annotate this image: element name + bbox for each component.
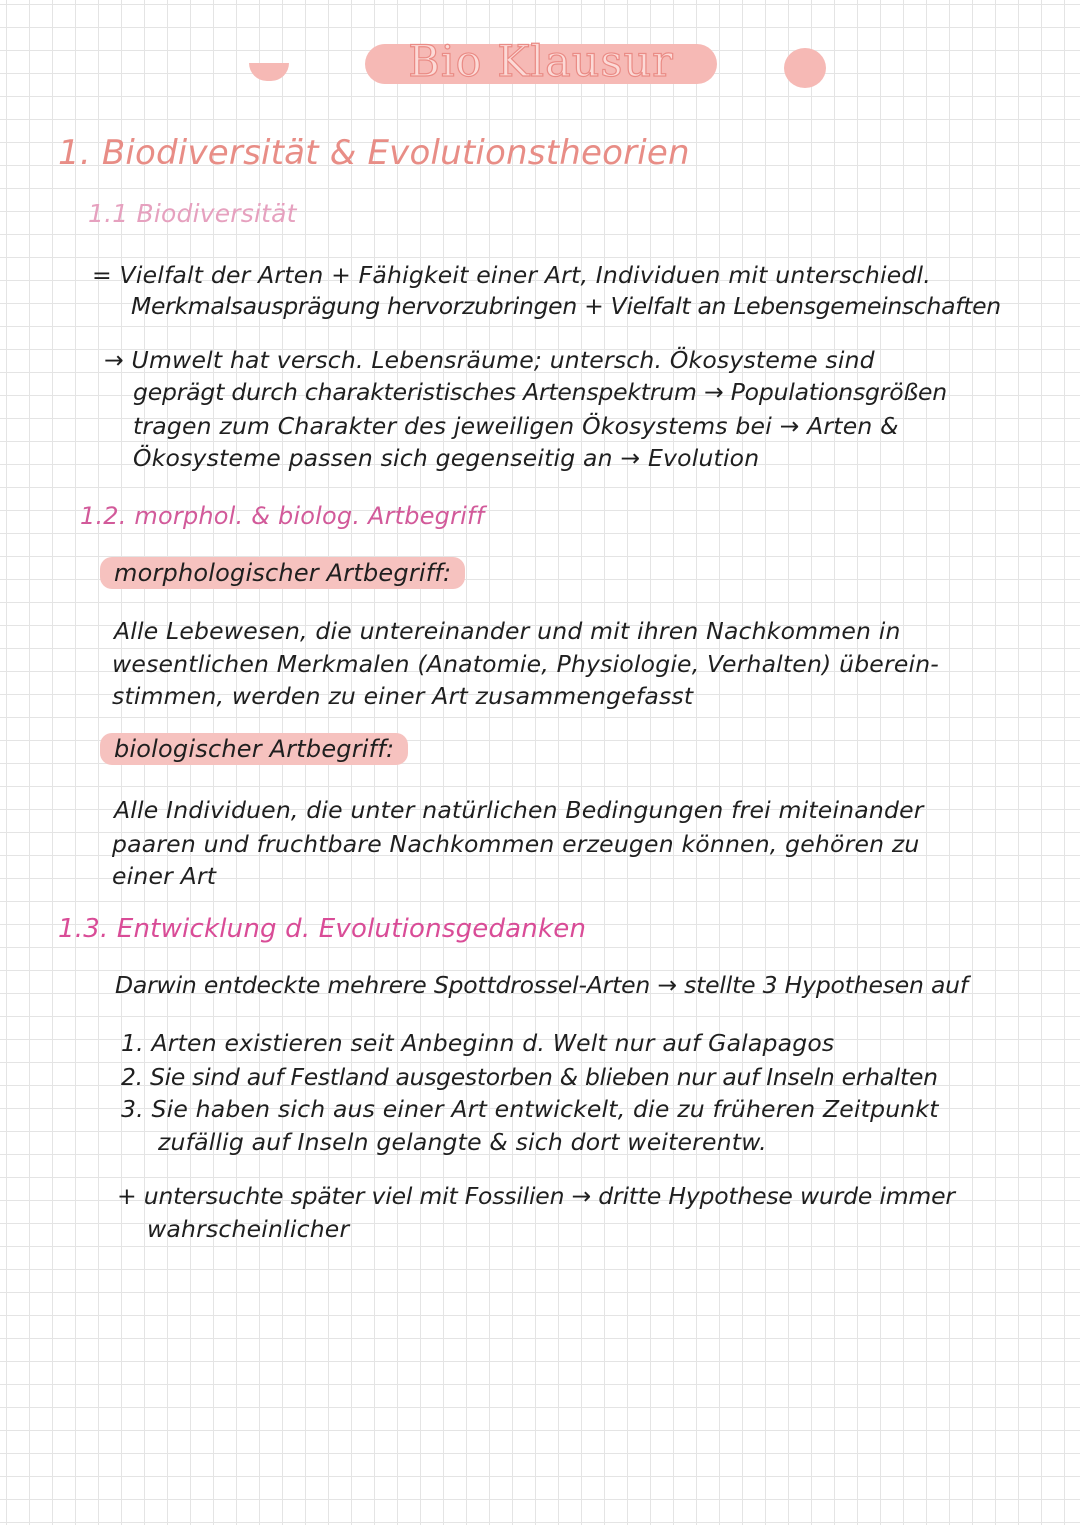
biological-line-1: Alle Individuen, die unter natürlichen Bedingungen frei miteinander [114, 796, 924, 824]
morphological-line-2: wesentlichen Merkmalen (Anatomie, Physiologie, Verhalten) überein- [112, 650, 939, 678]
hypothesis-3-continued: zufällig auf Inseln gelangte & sich dort weiterentw. [158, 1128, 767, 1156]
ecosystem-line-3: tragen zum Charakter des jeweiligen Ökosystems bei → Arten & [133, 412, 899, 440]
morphological-label: morphologischer Artbegriff: [100, 557, 465, 589]
conclusion-line-2: wahrscheinlicher [147, 1215, 350, 1243]
morphological-line-1: Alle Lebewesen, die untereinander und mit ihren Nachkommen in [114, 617, 901, 645]
hypothesis-3: 3. Sie haben sich aus einer Art entwickelt, die zu früheren Zeitpunkt [121, 1095, 939, 1123]
biological-label-highlight [100, 735, 408, 763]
subsection-heading-evolution: 1.3. Entwicklung d. Evolutionsgedanken [58, 914, 587, 944]
subsection-heading-species-concept: 1.2. morphol. & biolog. Artbegriff [80, 502, 485, 530]
conclusion-line-1: + untersuchte später viel mit Fossilien → dritte Hypothese wurde immer [117, 1182, 955, 1210]
ecosystem-line-2: geprägt durch charakteristisches Artenspektrum → Populationsgrößen [133, 378, 947, 406]
hypothesis-2: 2. Sie sind auf Festland ausgestorben & blieben nur auf Inseln erhalten [121, 1063, 938, 1091]
page-title: Bio Klausur [408, 37, 674, 87]
biological-line-3: einer Art [112, 862, 217, 890]
biological-line-2: paaren und fruchtbare Nachkommen erzeugen können, gehören zu [112, 830, 920, 858]
darwin-intro: Darwin entdeckte mehrere Spottdrossel-Arten → stellte 3 Hypothesen auf [115, 971, 968, 999]
title-decoration-tab [249, 63, 289, 81]
biological-label: biologischer Artbegriff: [100, 733, 408, 765]
ecosystem-line-4: Ökosysteme passen sich gegenseitig an → Evolution [133, 444, 760, 472]
ecosystem-line-1: → Umwelt hat versch. Lebensräume; untersch. Ökosysteme sind [104, 346, 875, 374]
morphological-label-highlight [100, 559, 465, 587]
title-decoration-circle [784, 48, 826, 88]
hypothesis-1: 1. Arten existieren seit Anbeginn d. Welt nur auf Galapagos [121, 1029, 835, 1057]
section-heading: 1. Biodiversität & Evolutionstheorien [58, 133, 690, 173]
definition-line-1: = Vielfalt der Arten + Fähigkeit einer Art, Individuen mit unterschiedl. [92, 261, 931, 289]
subsection-heading-biodiversity: 1.1 Biodiversität [88, 199, 297, 228]
morphological-line-3: stimmen, werden zu einer Art zusammengefasst [112, 682, 694, 710]
title-banner [365, 37, 717, 87]
definition-line-2: Merkmalsausprägung hervorzubringen + Vielfalt an Lebensgemeinschaften [131, 292, 1001, 320]
